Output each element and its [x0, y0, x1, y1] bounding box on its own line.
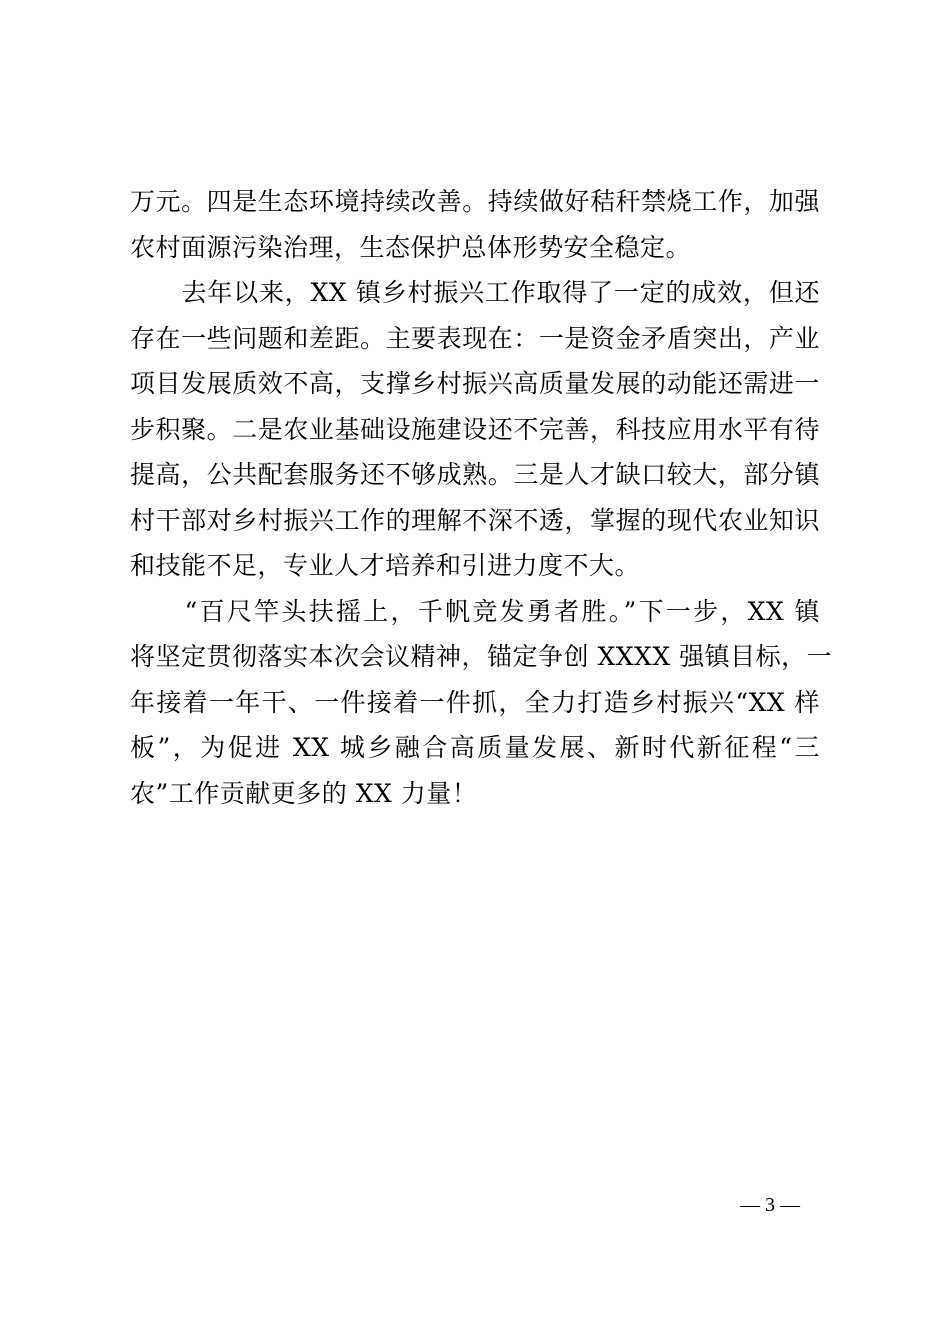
paragraph-line: 项目发展质效不高，支撑乡村振兴高质量发展的动能还需进一 — [130, 369, 820, 398]
paragraph-line: 板”，为促进 XX 城乡融合高质量发展、新时代新征程“三 — [130, 733, 820, 762]
page-number: — 3 — — [740, 1194, 800, 1216]
paragraph-line: 去年以来，XX 镇乡村振兴工作取得了一定的成效，但还 — [130, 278, 820, 307]
paragraph-line: 年接着一年干、一件接着一件抓，全力打造乡村振兴“XX 样 — [130, 687, 820, 717]
paragraph-line: 农”工作贡献更多的 XX 力量！ — [130, 778, 478, 808]
paragraph-line: 存在一些问题和差距。主要表现在：一是资金矛盾突出，产业 — [130, 323, 820, 353]
paragraph-line: 万元。四是生态环境持续改善。持续做好秸秆禁烧工作，加强 — [130, 187, 820, 216]
paragraph-line: 农村面源污染治理，生态保护总体形势安全稳定。 — [130, 232, 692, 262]
paragraph-line: 步积聚。二是农业基础设施建设还不完善，科技应用水平有待 — [130, 414, 820, 444]
paragraph-line: 将坚定贯彻落实本次会议精神，锚定争创 XXXX 强镇目标，一 — [130, 642, 833, 671]
paragraph-line: “百尺竿头扶摇上，千帆竞发勇者胜。”下一步，XX 镇 — [130, 596, 820, 626]
paragraph-line: 和技能不足，专业人才培养和引进力度不大。 — [130, 551, 641, 580]
paragraph-line: 提高，公共配套服务还不够成熟。三是人才缺口较大，部分镇 — [130, 460, 820, 489]
document-body — [130, 179, 833, 816]
paragraph-line: 村干部对乡村振兴工作的理解不深不透，掌握的现代农业知识 — [130, 505, 820, 535]
